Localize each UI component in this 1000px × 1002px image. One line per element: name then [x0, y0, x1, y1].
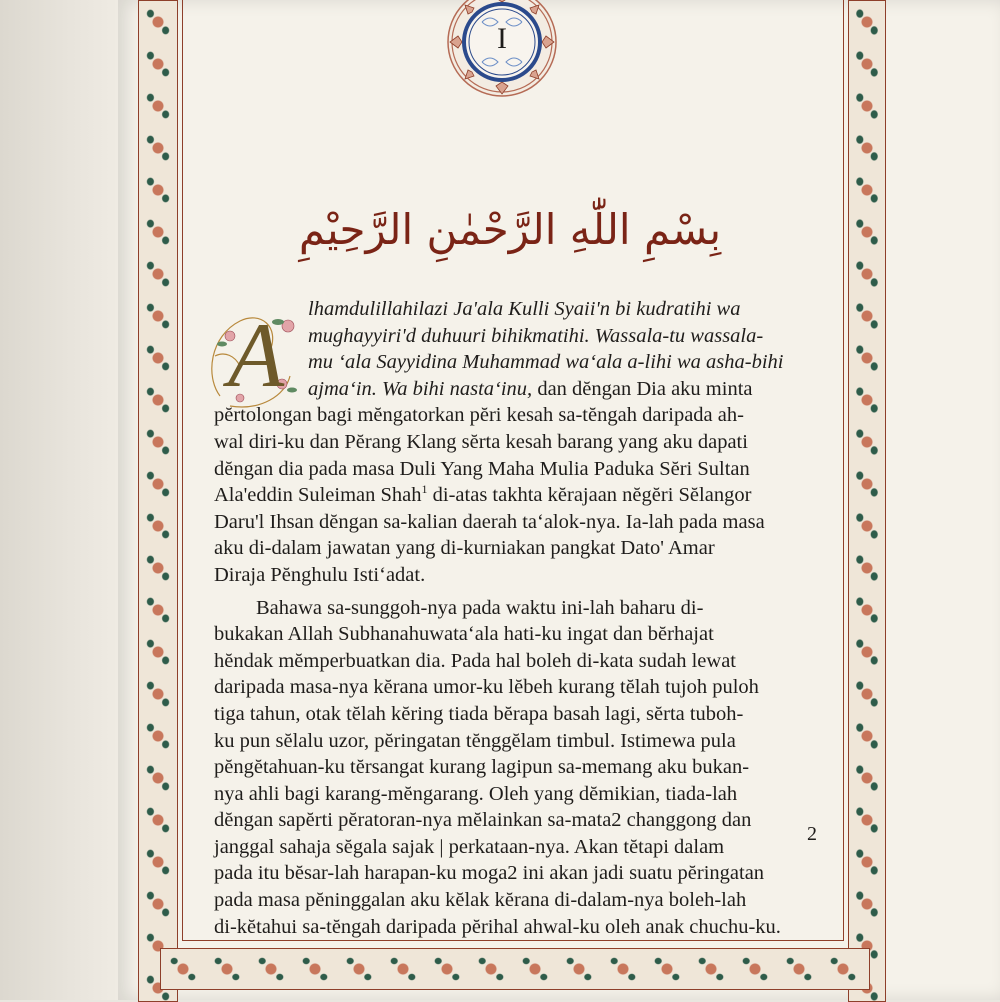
line-text: dan dĕngan Dia aku minta	[532, 377, 753, 400]
text-line: pĕngĕtahuan-ku tĕrsangat kurang lagipun sa-memang aku bukan-	[214, 756, 750, 779]
text-line: Daru'l Ihsan dĕngan sa-kalian daerah ta‘alok-nya. Ia-lah pada masa	[214, 510, 765, 533]
paragraph-2	[214, 595, 826, 941]
text-line: Diraja Pĕnghulu Isti‘adat.	[214, 563, 426, 586]
footnote-marker[interactable]: 1	[421, 482, 428, 497]
text-line: pada itu bĕsar-lah harapan-ku moga2 ini akan jadi suatu pĕringatan	[214, 862, 765, 885]
line-text: mughayyiri'd duhuuri bihikmatihi. Wassala-tu wassala-	[308, 324, 764, 347]
paragraph-1	[214, 296, 826, 589]
text-line: tiga tahun, otak tĕlah kĕring tiada bĕrapa basah lagi, sĕrta tuboh-	[214, 702, 744, 725]
line-text: lhamdulillahilazi Ja'ala Kulli Syaii'n bi kudratihi wa	[308, 298, 741, 320]
text-line	[214, 323, 826, 350]
text-line: di-kĕtahui sa-tĕngah daripada pĕrihal ahwal-ku oleh anak chuchu-ku.	[214, 915, 781, 938]
bismillah-calligraphy: بِسْمِ اللّٰهِ الرَّحْمٰنِ الرَّحِيْمِ	[298, 205, 722, 254]
text-line: Bahawa sa-sunggoh-nya pada waktu ini-lah baharu di-	[256, 596, 704, 619]
text-line: janggal sahaja sĕgala sajak | perkataan-nya. Akan tĕtapi dalam	[214, 835, 725, 858]
line-text: ajma‘in. Wa bihi nasta‘inu,	[308, 377, 533, 400]
line-text: di-atas takhta kĕrajaan nĕgĕri Sĕlangor	[427, 484, 752, 507]
text-line: wal diri-ku dan Pĕrang Klang sĕrta kesah barang yang aku dapati	[214, 430, 748, 453]
text-line: bukakan Allah Subhanahuwata‘ala hati-ku ingat dan bĕrhajat	[214, 623, 714, 646]
text-line	[214, 376, 826, 403]
chapter-medallion	[446, 0, 558, 100]
right-ornamental-border	[848, 0, 886, 1002]
text-line: daripada masa-nya kĕrana umor-ku lĕbeh kurang tĕlah tujoh puloh	[214, 676, 759, 699]
line-text: mu ‘ala Sayyidina Muhammad wa‘ala a-lihi wa asha-bihi	[308, 351, 784, 374]
text-line: ku pun sĕlalu uzor, pĕringatan tĕnggĕlam timbul. Istimewa pula	[214, 729, 736, 752]
bottom-ornamental-border	[160, 948, 870, 990]
previous-page-edge	[0, 0, 118, 1000]
line-text: Ala'eddin Suleiman Shah	[214, 484, 422, 507]
chapter-numeral: I	[497, 22, 507, 55]
text-line: dĕngan dia pada masa Duli Yang Maha Mulia Paduka Sĕri Sultan	[214, 457, 750, 480]
text-line: pada masa pĕninggalan aku kĕlak kĕrana di-dalam-nya boleh-lah	[214, 889, 747, 912]
left-ornamental-border	[138, 0, 178, 1002]
text-line	[214, 482, 826, 509]
margin-page-number: 2	[807, 823, 817, 845]
text-line: aku di-dalam jawatan yang di-kurniakan pangkat Dato' Amar	[214, 537, 715, 560]
text-line: dĕngan sapĕrti pĕratoran-nya mĕlainkan sa-mata2 changgong dan	[214, 809, 752, 832]
text-line	[214, 296, 826, 323]
text-line: nya ahli bagi karang-mĕngarang. Oleh yang dĕmikian, tiada-lah	[214, 782, 738, 805]
body-text	[214, 296, 826, 940]
drop-cap-letter: A	[228, 304, 285, 406]
text-line: pĕrtolongan bagi mĕngatorkan pĕri kesah sa-tĕngah daripada ah-	[214, 404, 744, 427]
text-line	[214, 349, 826, 376]
text-line: hĕndak mĕmperbuatkan dia. Pada hal boleh di-kata sudah lewat	[214, 649, 736, 672]
